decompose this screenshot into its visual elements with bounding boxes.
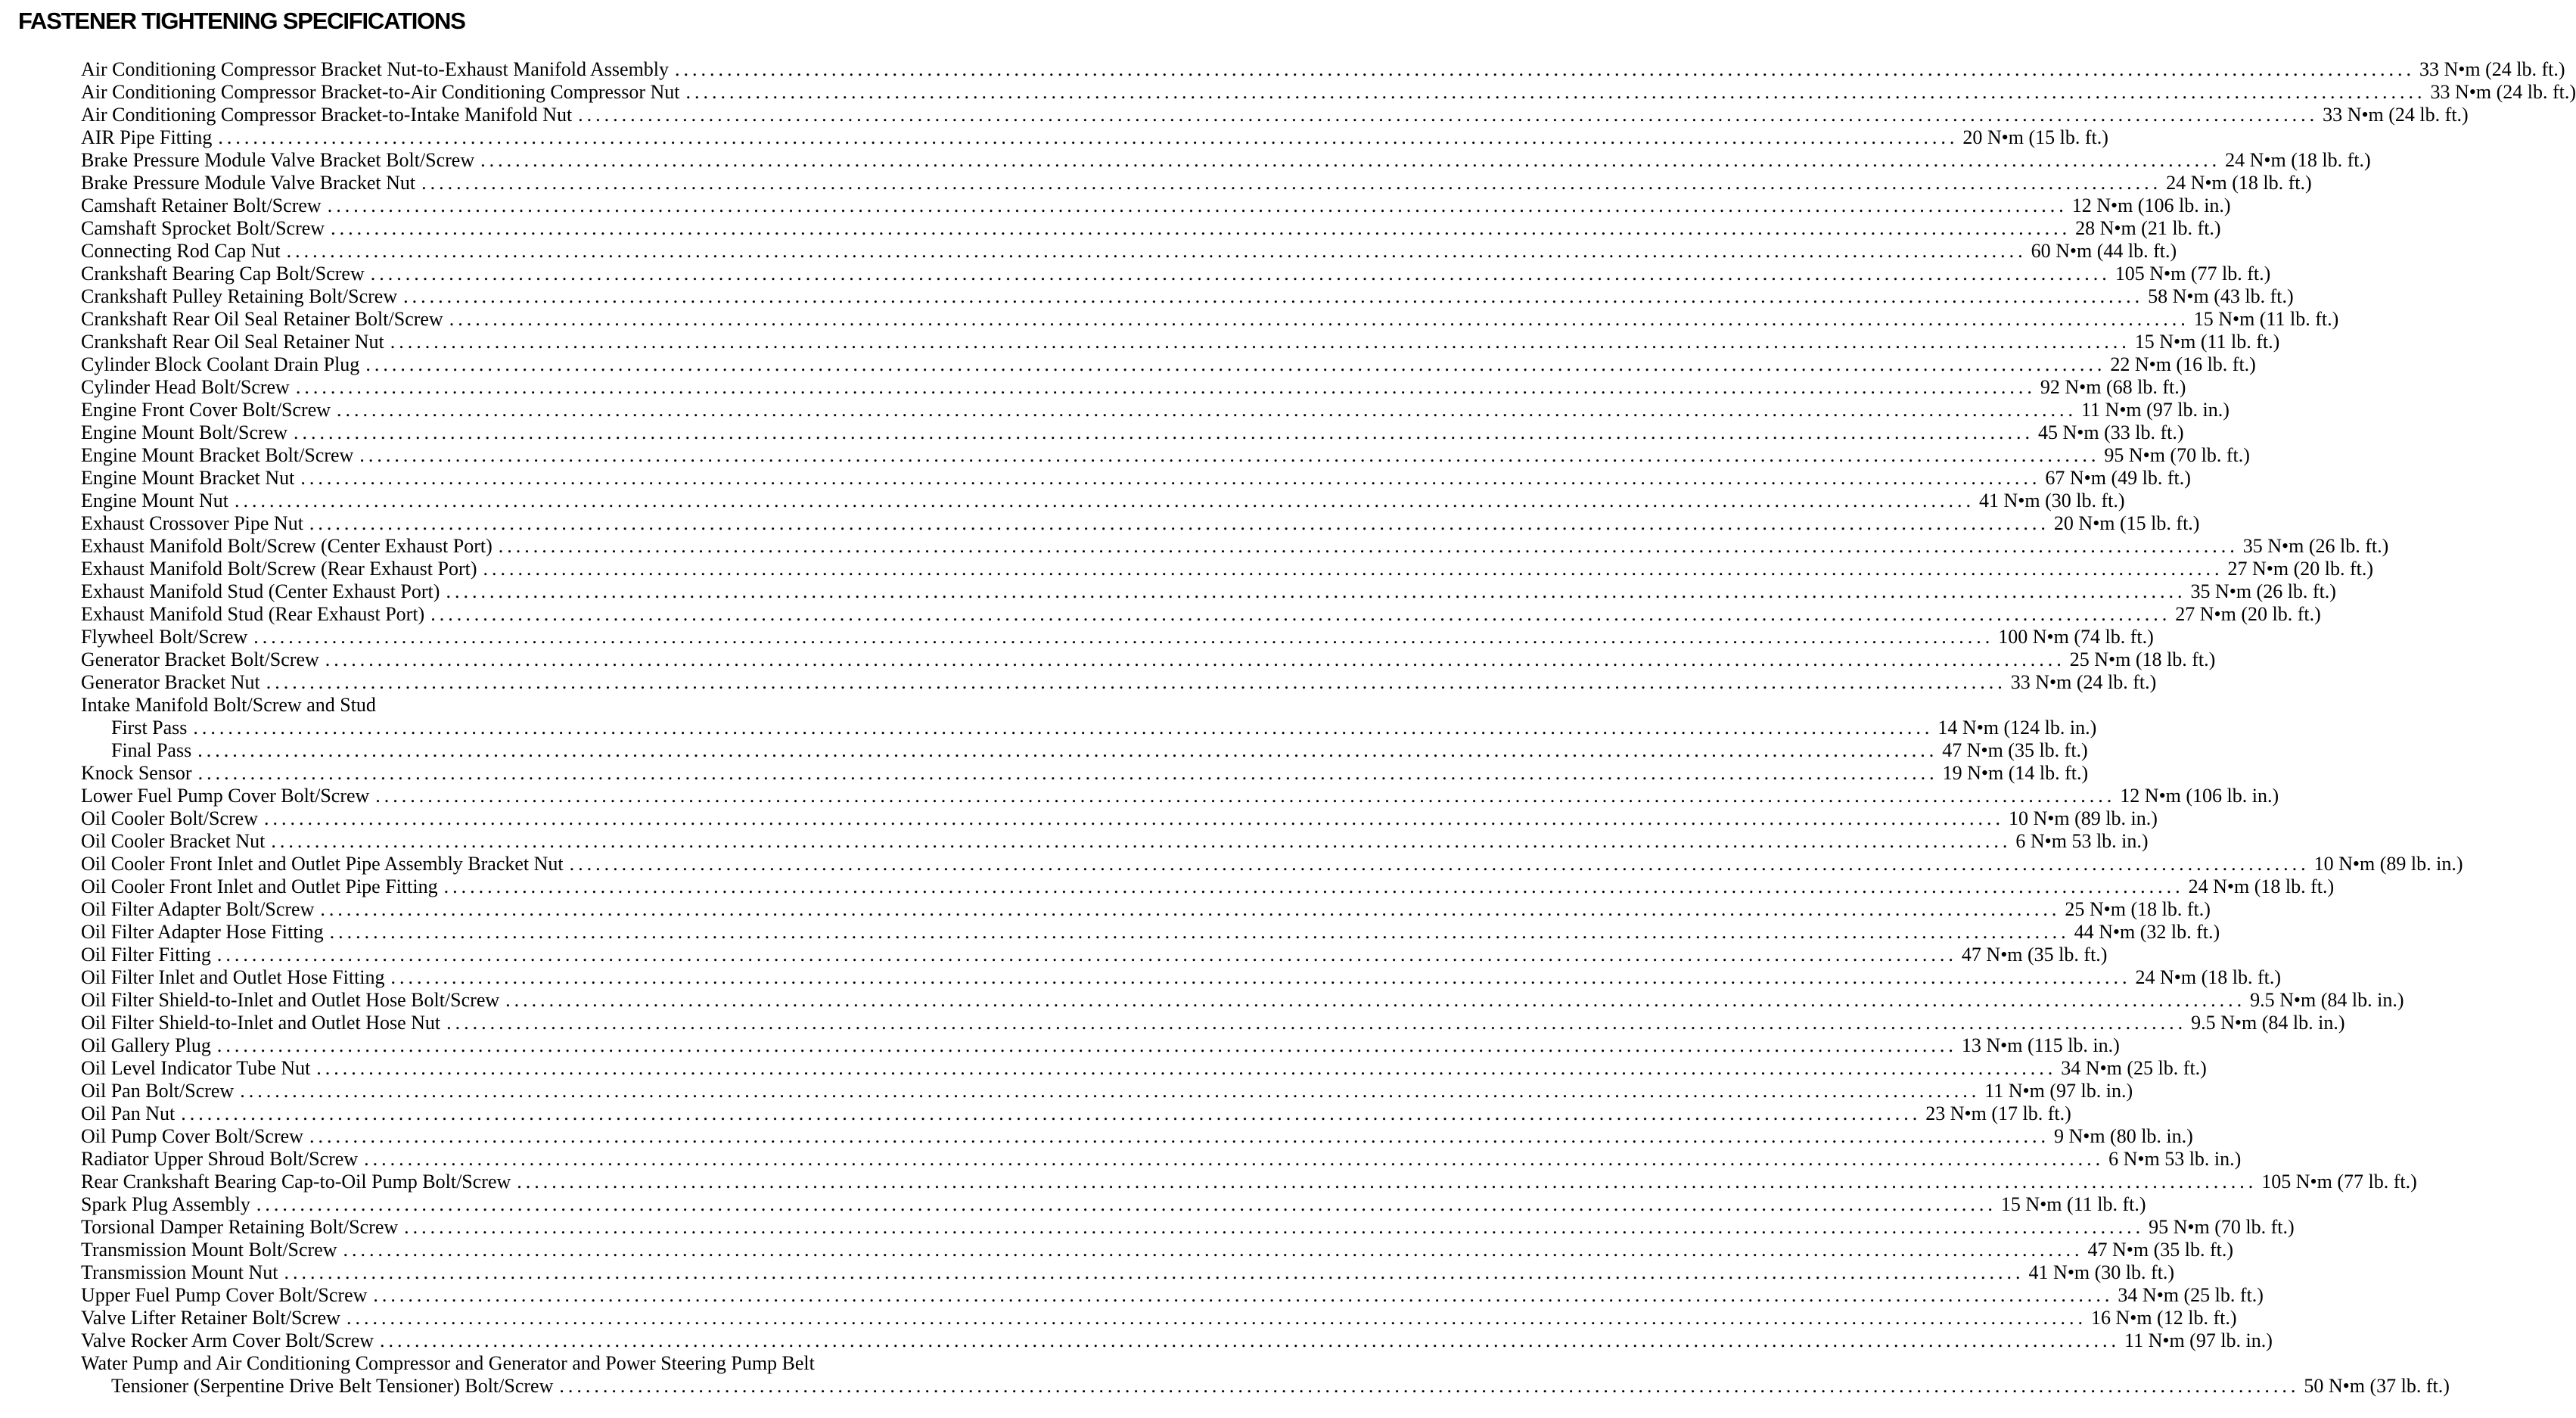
spec-torque-value: 34 N•m (25 lb. ft.): [2061, 1057, 2207, 1079]
spec-label: Oil Cooler Front Inlet and Outlet Pipe Fitting: [81, 875, 438, 897]
spec-row: [81, 1307, 2237, 1329]
spec-label: Air Conditioning Compressor Bracket-to-Air Conditioning Compressor Nut: [81, 81, 680, 103]
dot-leader: ........................................................................................................................................................................................................: [390, 966, 2131, 988]
spec-row: [81, 126, 2108, 149]
spec-label: Air Conditioning Compressor Bracket Nut-to-Exhaust Manifold Assembly: [81, 58, 670, 80]
spec-row: [81, 263, 2271, 285]
spec-torque-value: 47 N•m (35 lb. ft.): [2087, 1239, 2234, 1261]
page-title: FASTENER TIGHTENING SPECIFICATIONS: [18, 8, 465, 34]
spec-torque-value: 58 N•m (43 lb. ft.): [2148, 285, 2294, 307]
spec-label: Engine Mount Bolt/Screw: [81, 421, 287, 443]
spec-torque-value: 33 N•m (24 lb. ft.): [2010, 671, 2157, 693]
spec-torque-value: 19 N•m (14 lb. ft.): [1942, 762, 2089, 784]
spec-row: [81, 762, 2089, 785]
dot-leader: ........................................................................................................................................................................................................: [498, 535, 2239, 557]
spec-torque-value: 25 N•m (18 lb. ft.): [2065, 898, 2211, 920]
spec-label: Oil Pan Nut: [81, 1102, 176, 1124]
spec-torque-value: 20 N•m (15 lb. ft.): [1962, 126, 2108, 148]
spec-row: [81, 1216, 2295, 1239]
spec-row: [81, 785, 2279, 807]
dot-leader: ........................................................................................................................................................................................................: [359, 444, 2100, 466]
spec-label: Valve Rocker Arm Cover Bolt/Screw: [81, 1329, 374, 1351]
dot-leader: ........................................................................................................................................................................................................: [284, 1261, 2024, 1283]
spec-row: [81, 58, 2565, 81]
dot-leader: ........................................................................................................................................................................................................: [295, 376, 2036, 398]
spec-torque-value: 9.5 N•m (84 lb. in.): [2191, 1012, 2345, 1034]
spec-label: Oil Cooler Front Inlet and Outlet Pipe Assembly Bracket Nut: [81, 853, 564, 875]
spec-row: [81, 104, 2469, 126]
spec-torque-value: 9.5 N•m (84 lb. in.): [2250, 989, 2404, 1011]
dot-leader: ........................................................................................................................................................................................................: [325, 648, 2065, 670]
spec-torque-value: 11 N•m (97 lb. in.): [2081, 399, 2230, 421]
spec-row: [81, 490, 2125, 512]
dot-leader: ........................................................................................................................................................................................................: [365, 353, 2106, 375]
spec-torque-value: 105 N•m (77 lb. ft.): [2261, 1171, 2417, 1193]
spec-row: [81, 1125, 2193, 1148]
dot-leader: ........................................................................................................................................................................................................: [578, 104, 2319, 126]
dot-leader: ........................................................................................................................................................................................................: [293, 421, 2034, 443]
dot-leader: ........................................................................................................................................................................................................: [329, 921, 2070, 943]
dot-leader: ........................................................................................................................................................................................................: [430, 603, 2171, 625]
spec-torque-value: 45 N•m (33 lb. ft.): [2037, 421, 2184, 443]
spec-row: [81, 399, 2230, 421]
dot-leader: ........................................................................................................................................................................................................: [309, 512, 2049, 534]
spec-row: [81, 81, 2576, 104]
spec-torque-value: 28 N•m (21 lb. ft.): [2075, 217, 2221, 239]
spec-group-heading: [81, 694, 1044, 717]
spec-torque-value: 41 N•m (30 lb. ft.): [2028, 1261, 2175, 1283]
spec-label: Connecting Rod Cap Nut: [81, 240, 281, 262]
spec-torque-value: 11 N•m (97 lb. in.): [2124, 1329, 2273, 1351]
spec-label: Engine Mount Bracket Nut: [81, 467, 295, 489]
spec-torque-value: 50 N•m (37 lb. ft.): [2304, 1375, 2450, 1397]
spec-torque-value: 25 N•m (18 lb. ft.): [2069, 648, 2216, 670]
spec-row: [81, 1057, 2207, 1080]
spec-label: Final Pass: [111, 739, 192, 761]
spec-torque-value: 35 N•m (26 lb. ft.): [2242, 535, 2389, 557]
spec-torque-value: 33 N•m (24 lb. ft.): [2419, 58, 2565, 80]
spec-label: Crankshaft Rear Oil Seal Retainer Bolt/Screw: [81, 308, 443, 330]
spec-label: Oil Level Indicator Tube Nut: [81, 1057, 311, 1079]
spec-torque-value: 27 N•m (20 lb. ft.): [2227, 558, 2374, 580]
spec-label: Brake Pressure Module Valve Bracket Nut: [81, 172, 416, 194]
spec-row: [81, 1012, 2345, 1034]
spec-torque-value: 24 N•m (18 lb. ft.): [2166, 172, 2312, 194]
spec-label: AIR Pipe Fitting: [81, 126, 213, 148]
spec-row: [81, 717, 2097, 739]
spec-torque-value: 60 N•m (44 lb. ft.): [2031, 240, 2177, 262]
dot-leader: ........................................................................................................................................................................................................: [343, 1239, 2083, 1261]
spec-label: Engine Mount Bracket Bolt/Screw: [81, 444, 354, 466]
spec-label: Crankshaft Bearing Cap Bolt/Screw: [81, 263, 365, 285]
spec-label: Transmission Mount Nut: [81, 1261, 278, 1283]
dot-leader: ........................................................................................................................................................................................................: [373, 1284, 2114, 1306]
dot-leader: ........................................................................................................................................................................................................: [505, 989, 2246, 1011]
dot-leader: ........................................................................................................................................................................................................: [320, 898, 2061, 920]
dot-leader: ........................................................................................................................................................................................................: [216, 944, 1957, 966]
dot-leader: ........................................................................................................................................................................................................: [235, 490, 1975, 512]
spec-torque-value: 33 N•m (24 lb. ft.): [2323, 104, 2469, 126]
spec-torque-value: 15 N•m (11 lb. ft.): [2134, 331, 2280, 353]
spec-torque-value: 92 N•m (68 lb. ft.): [2040, 376, 2186, 398]
spec-torque-value: 15 N•m (11 lb. ft.): [2000, 1193, 2146, 1215]
dot-leader: ........................................................................................................................................................................................................: [685, 81, 2426, 103]
spec-label: Torsional Damper Retaining Bolt/Screw: [81, 1216, 399, 1238]
dot-leader: ........................................................................................................................................................................................................: [197, 739, 1938, 761]
spec-row: [81, 1148, 2242, 1171]
spec-label: Air Conditioning Compressor Bracket-to-Intake Manifold Nut: [81, 104, 573, 126]
spec-torque-value: 33 N•m (24 lb. ft.): [2430, 81, 2576, 103]
spec-row: [81, 898, 2211, 921]
spec-row: [81, 1329, 2273, 1352]
spec-row: [81, 376, 2186, 399]
spec-label: Tensioner (Serpentine Drive Belt Tensioner) Bolt/Screw: [111, 1375, 554, 1397]
dot-leader: ........................................................................................................................................................................................................: [263, 807, 2004, 829]
dot-leader: ........................................................................................................................................................................................................: [346, 1307, 2087, 1329]
dot-leader: ........................................................................................................................................................................................................: [364, 1148, 2105, 1170]
dot-leader: ........................................................................................................................................................................................................: [403, 285, 2144, 307]
spec-label: Intake Manifold Bolt/Screw and Stud: [81, 694, 376, 716]
dot-leader: ........................................................................................................................................................................................................: [197, 762, 1938, 784]
spec-label: Water Pump and Air Conditioning Compressor and Generator and Power Steering Pump Belt: [81, 1352, 815, 1374]
spec-label: Transmission Mount Bolt/Screw: [81, 1239, 337, 1261]
dot-leader: ........................................................................................................................................................................................................: [240, 1080, 1981, 1102]
spec-label: Oil Pan Bolt/Screw: [81, 1080, 235, 1102]
spec-label: Oil Cooler Bolt/Screw: [81, 807, 258, 829]
dot-leader: ........................................................................................................................................................................................................: [443, 875, 2184, 897]
spec-row: [81, 966, 2282, 989]
spec-row: [81, 149, 2371, 172]
spec-label: Oil Filter Adapter Hose Fitting: [81, 921, 324, 943]
spec-row: [81, 875, 2335, 898]
spec-row: [81, 240, 2177, 263]
spec-row: [81, 421, 2184, 444]
spec-torque-value: 24 N•m (18 lb. ft.): [2135, 966, 2282, 988]
spec-torque-value: 6 N•m 53 lb. in.): [2015, 830, 2149, 852]
dot-leader: ........................................................................................................................................................................................................: [404, 1216, 2145, 1238]
spec-label: Radiator Upper Shroud Bolt/Screw: [81, 1148, 359, 1170]
spec-torque-value: 95 N•m (70 lb. ft.): [2149, 1216, 2295, 1238]
spec-label: Oil Filter Shield-to-Inlet and Outlet Hose Nut: [81, 1012, 441, 1034]
spec-row: [81, 580, 2336, 603]
dot-leader: ........................................................................................................................................................................................................: [337, 399, 2077, 421]
spec-label: Oil Filter Adapter Bolt/Screw: [81, 898, 315, 920]
dot-leader: ........................................................................................................................................................................................................: [218, 126, 1959, 148]
spec-row: [81, 1034, 2120, 1057]
spec-row: [81, 172, 2312, 194]
dot-leader: ........................................................................................................................................................................................................: [300, 467, 2041, 489]
spec-torque-value: 20 N•m (15 lb. ft.): [2053, 512, 2200, 534]
dot-leader: ........................................................................................................................................................................................................: [569, 853, 2310, 875]
spec-torque-value: 34 N•m (25 lb. ft.): [2118, 1284, 2264, 1306]
spec-row: [81, 353, 2256, 376]
spec-torque-value: 105 N•m (77 lb. ft.): [2115, 263, 2271, 285]
spec-label: Exhaust Manifold Bolt/Screw (Center Exhaust Port): [81, 535, 493, 557]
dot-leader: ........................................................................................................................................................................................................: [517, 1171, 2257, 1193]
spec-label: Exhaust Manifold Stud (Rear Exhaust Port): [81, 603, 425, 625]
spec-label: Generator Bracket Bolt/Screw: [81, 648, 319, 670]
spec-row: [81, 1375, 2450, 1398]
spec-row: [81, 853, 2463, 875]
dot-leader: ........................................................................................................................................................................................................: [380, 1329, 2121, 1351]
spec-label: First Pass: [111, 717, 188, 739]
dot-leader: ........................................................................................................................................................................................................: [559, 1375, 2300, 1397]
spec-label: Crankshaft Pulley Retaining Bolt/Screw: [81, 285, 398, 307]
spec-label: Engine Mount Nut: [81, 490, 228, 512]
spec-label: Engine Front Cover Bolt/Screw: [81, 399, 331, 421]
spec-label: Exhaust Manifold Bolt/Screw (Rear Exhaust Port): [81, 558, 477, 580]
spec-row: [81, 467, 2191, 490]
spec-row: [81, 1080, 2133, 1102]
spec-label: Oil Cooler Bracket Nut: [81, 830, 266, 852]
dot-leader: ........................................................................................................................................................................................................: [421, 172, 2162, 194]
spec-torque-value: 10 N•m (89 lb. in.): [2313, 853, 2463, 875]
spec-torque-value: 11 N•m (97 lb. in.): [1984, 1080, 2133, 1102]
spec-row: [81, 308, 2339, 331]
dot-leader: ........................................................................................................................................................................................................: [253, 626, 1994, 648]
spec-row: [81, 194, 2231, 217]
spec-torque-value: 95 N•m (70 lb. ft.): [2104, 444, 2250, 466]
spec-row: [81, 1284, 2264, 1307]
spec-torque-value: 35 N•m (26 lb. ft.): [2190, 580, 2336, 602]
spec-row: [81, 648, 2216, 671]
dot-leader: ........................................................................................................................................................................................................: [331, 217, 2071, 239]
spec-label: Cylinder Block Coolant Drain Plug: [81, 353, 360, 375]
dot-leader: ........................................................................................................................................................................................................: [286, 240, 2027, 262]
spec-row: [81, 1193, 2146, 1216]
dot-leader: ........................................................................................................................................................................................................: [309, 1125, 2049, 1147]
spec-row: [81, 739, 2088, 762]
dot-leader: ........................................................................................................................................................................................................: [480, 149, 2221, 171]
dot-leader: ........................................................................................................................................................................................................: [449, 308, 2189, 330]
dot-leader: ........................................................................................................................................................................................................: [216, 1034, 1957, 1056]
spec-group-heading: [81, 1352, 1044, 1375]
spec-torque-value: 24 N•m (18 lb. ft.): [2188, 875, 2335, 897]
spec-label: Flywheel Bolt/Screw: [81, 626, 248, 648]
spec-label: Oil Filter Inlet and Outlet Hose Fitting: [81, 966, 385, 988]
spec-row: [81, 444, 2250, 467]
spec-torque-value: 15 N•m (11 lb. ft.): [2193, 308, 2339, 330]
spec-list: [81, 58, 2576, 1398]
spec-label: Crankshaft Rear Oil Seal Retainer Nut: [81, 331, 384, 353]
spec-label: Oil Pump Cover Bolt/Screw: [81, 1125, 303, 1147]
dot-leader: ........................................................................................................................................................................................................: [375, 785, 2116, 807]
spec-row: [81, 558, 2374, 580]
spec-label: Lower Fuel Pump Cover Bolt/Screw: [81, 785, 370, 807]
spec-torque-value: 67 N•m (49 lb. ft.): [2045, 467, 2191, 489]
spec-label: Knock Sensor: [81, 762, 192, 784]
spec-label: Generator Bracket Nut: [81, 671, 260, 693]
spec-label: Camshaft Retainer Bolt/Screw: [81, 194, 322, 216]
spec-torque-value: 6 N•m 53 lb. in.): [2108, 1148, 2242, 1170]
dot-leader: ........................................................................................................................................................................................................: [266, 671, 2006, 693]
spec-torque-value: 100 N•m (74 lb. ft.): [1998, 626, 2154, 648]
spec-row: [81, 807, 2158, 830]
spec-row: [81, 830, 2149, 853]
dot-leader: ........................................................................................................................................................................................................: [370, 263, 2111, 285]
spec-torque-value: 44 N•m (32 lb. ft.): [2074, 921, 2220, 943]
spec-torque-value: 22 N•m (16 lb. ft.): [2110, 353, 2256, 375]
spec-label: Valve Lifter Retainer Bolt/Screw: [81, 1307, 340, 1329]
dot-leader: ........................................................................................................................................................................................................: [390, 331, 2130, 353]
spec-label: Exhaust Crossover Pipe Nut: [81, 512, 303, 534]
spec-row: [81, 285, 2294, 308]
spec-row: [81, 1261, 2175, 1284]
spec-row: [81, 603, 2321, 626]
spec-torque-value: 47 N•m (35 lb. ft.): [1961, 944, 2108, 966]
spec-torque-value: 41 N•m (30 lb. ft.): [1979, 490, 2125, 512]
spec-label: Brake Pressure Module Valve Bracket Bolt/Screw: [81, 149, 475, 171]
spec-torque-value: 13 N•m (115 lb. in.): [1961, 1034, 2120, 1056]
dot-leader: ........................................................................................................................................................................................................: [446, 1012, 2187, 1034]
dot-leader: ........................................................................................................................................................................................................: [256, 1193, 1996, 1215]
spec-row: [81, 671, 2157, 694]
spec-label: Rear Crankshaft Bearing Cap-to-Oil Pump Bolt/Screw: [81, 1171, 511, 1193]
spec-row: [81, 535, 2389, 558]
dot-leader: ........................................................................................................................................................................................................: [327, 194, 2068, 216]
spec-label: Cylinder Head Bolt/Screw: [81, 376, 290, 398]
spec-row: [81, 1102, 2071, 1125]
spec-row: [81, 512, 2200, 535]
dot-leader: ........................................................................................................................................................................................................: [193, 717, 1934, 739]
spec-label: Spark Plug Assembly: [81, 1193, 250, 1215]
spec-row: [81, 1239, 2234, 1261]
spec-row: [81, 626, 2154, 648]
spec-label: Oil Gallery Plug: [81, 1034, 211, 1056]
spec-label: Oil Filter Fitting: [81, 944, 211, 966]
spec-torque-value: 12 N•m (106 lb. in.): [2120, 785, 2279, 807]
spec-row: [81, 944, 2108, 966]
spec-torque-value: 24 N•m (18 lb. ft.): [2225, 149, 2371, 171]
dot-leader: ........................................................................................................................................................................................................: [181, 1102, 1922, 1124]
spec-row: [81, 331, 2280, 353]
spec-label: Exhaust Manifold Stud (Center Exhaust Port): [81, 580, 440, 602]
dot-leader: ........................................................................................................................................................................................................: [483, 558, 2223, 580]
dot-leader: ........................................................................................................................................................................................................: [675, 58, 2416, 80]
spec-row: [81, 921, 2220, 944]
spec-row: [81, 217, 2221, 240]
spec-torque-value: 23 N•m (17 lb. ft.): [1925, 1102, 2071, 1124]
spec-torque-value: 47 N•m (35 lb. ft.): [1942, 739, 2088, 761]
spec-torque-value: 16 N•m (12 lb. ft.): [2090, 1307, 2237, 1329]
spec-row: [81, 989, 2404, 1012]
spec-torque-value: 12 N•m (106 lb. in.): [2071, 194, 2231, 216]
spec-torque-value: 10 N•m (89 lb. in.): [2008, 807, 2158, 829]
spec-torque-value: 14 N•m (124 lb. in.): [1937, 717, 2097, 739]
spec-label: Upper Fuel Pump Cover Bolt/Screw: [81, 1284, 368, 1306]
spec-label: Oil Filter Shield-to-Inlet and Outlet Hose Bolt/Screw: [81, 989, 500, 1011]
spec-torque-value: 9 N•m (80 lb. in.): [2053, 1125, 2193, 1147]
spec-row: [81, 1171, 2417, 1193]
spec-label: Camshaft Sprocket Bolt/Screw: [81, 217, 325, 239]
dot-leader: ........................................................................................................................................................................................................: [316, 1057, 2057, 1079]
dot-leader: ........................................................................................................................................................................................................: [446, 580, 2186, 602]
spec-torque-value: 27 N•m (20 lb. ft.): [2175, 603, 2321, 625]
dot-leader: ........................................................................................................................................................................................................: [271, 830, 2012, 852]
